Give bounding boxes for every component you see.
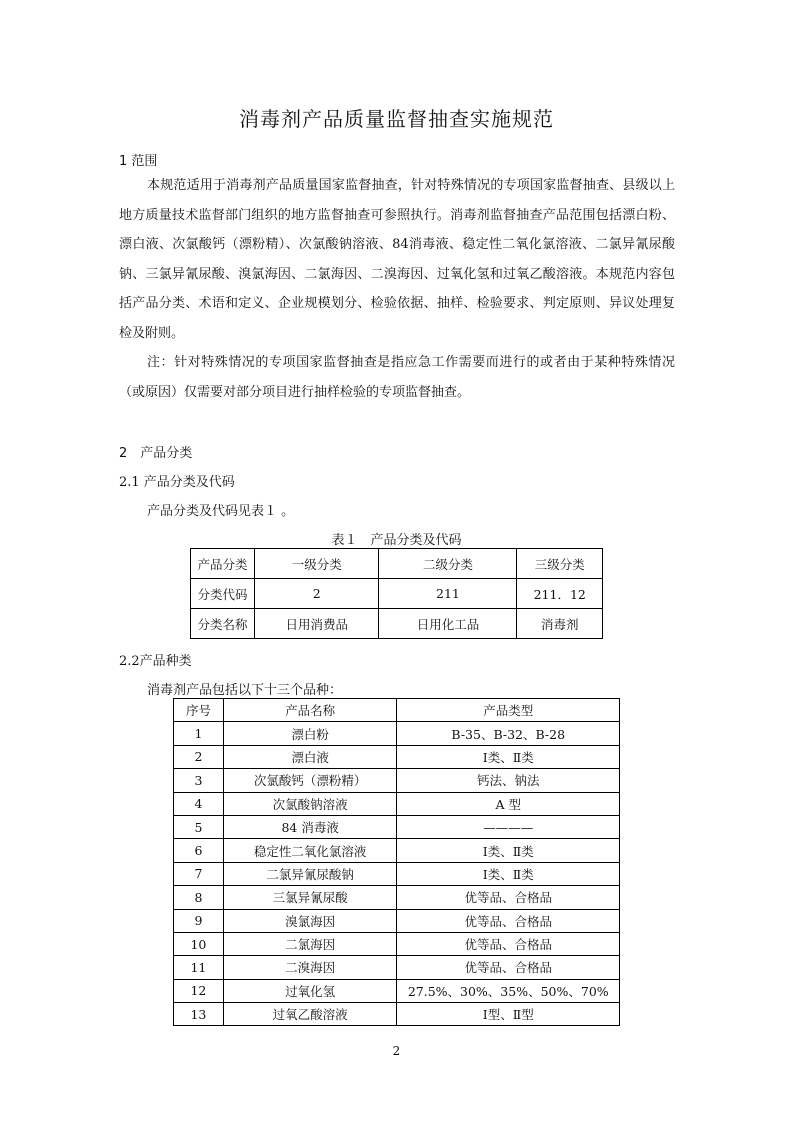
table-cell: 稳定性二氧化氯溶液	[223, 839, 397, 862]
table-cell: Ⅰ类、Ⅱ类	[397, 862, 620, 885]
table-cell: 次氯酸钠溶液	[223, 792, 397, 815]
table-cell: 84 消毒液	[223, 815, 397, 838]
table-cell: 优等品、合格品	[397, 932, 620, 955]
table-row	[174, 909, 620, 932]
classification-table	[190, 548, 603, 639]
table-cell: 一级分类	[254, 549, 379, 579]
table-cell: A 型	[397, 792, 620, 815]
table-cell: 211．12	[517, 579, 603, 609]
table-cell: 三级分类	[517, 549, 603, 579]
table-cell: 优等品、合格品	[397, 909, 620, 932]
table-cell: 漂白液	[223, 745, 397, 768]
table-row	[174, 932, 620, 955]
table-cell: 8	[174, 886, 224, 909]
table-cell: 优等品、合格品	[397, 886, 620, 909]
table-cell: 漂白粉	[223, 722, 397, 745]
table-cell: Ⅰ型、Ⅱ型	[397, 1003, 620, 1026]
table-row	[174, 886, 620, 909]
table-cell: 6	[174, 839, 224, 862]
table-cell: 溴氯海因	[223, 909, 397, 932]
table-cell: ————	[397, 815, 620, 838]
table-header-row	[174, 699, 620, 722]
table-cell: Ⅰ类、Ⅱ类	[397, 839, 620, 862]
table-cell: 二溴海因	[223, 956, 397, 979]
table-row	[174, 815, 620, 838]
table-cell: Ⅰ类、Ⅱ类	[397, 745, 620, 768]
table-row	[191, 609, 603, 639]
section-1-paragraph: 本规范适用于消毒剂产品质量国家监督抽查，针对特殊情况的专项国家监督抽查、县级以上地方质量技术监督部门组织的地方监督抽查可参照执行。消毒剂监督抽查产品范围包括漂白粉、漂白液、次氯酸钙（漂粉精）、次氯酸钠溶液、84消毒液、稳定性二氧化氯溶液、二氯异氰尿酸钠、三氯异氰尿酸、溴氯海因、二氯海因、二溴海因、过氧化氢和过氧乙酸溶液。本规范内容包括产品分类、术语和定义、企业规模划分、检验依据、抽样、检验要求、判定原则、异议处理复检及附则。	[119, 178, 675, 341]
document-title: 消毒剂产品质量监督抽查实施规范	[239, 107, 554, 131]
table-header-cell: 产品名称	[223, 699, 397, 722]
table-cell: 7	[174, 862, 224, 885]
table-cell: 日用化工品	[379, 609, 517, 639]
section-2-2-heading: 2.2产品种类	[119, 654, 192, 669]
page-number: 2	[392, 1044, 401, 1058]
table-cell: 三氯异氰尿酸	[223, 886, 397, 909]
table-row	[174, 792, 620, 815]
table-cell: 产品分类	[191, 549, 255, 579]
section-1-heading: 1 范围	[119, 154, 158, 169]
table-cell: 次氯酸钙（漂粉精）	[223, 769, 397, 792]
table-cell: 二氯海因	[223, 932, 397, 955]
product-varieties-table	[173, 698, 620, 1026]
table-cell: 12	[174, 979, 224, 1002]
table-cell: 钙法、钠法	[397, 769, 620, 792]
table-row	[174, 956, 620, 979]
table-row	[174, 769, 620, 792]
section-2-1-text: 产品分类及代码见表１ 。	[147, 504, 295, 519]
table-header-cell: 序号	[174, 699, 224, 722]
table-cell: 消毒剂	[517, 609, 603, 639]
table-cell: 二级分类	[379, 549, 517, 579]
table-cell: 日用消费品	[254, 609, 379, 639]
table-cell: 过氧化氢	[223, 979, 397, 1002]
table-cell: 1	[174, 722, 224, 745]
table-cell: 11	[174, 956, 224, 979]
table-cell: 二氯异氰尿酸钠	[223, 862, 397, 885]
table-cell: 9	[174, 909, 224, 932]
section-2-1-heading: 2.1 产品分类及代码	[119, 475, 235, 490]
section-1-note: 注：针对特殊情况的专项国家监督抽查是指应急工作需要而进行的或者由于某种特殊情况（或原因）仅需要对部分项目进行抽样检验的专项监督抽查。	[119, 355, 675, 400]
table-row	[174, 722, 620, 745]
table-cell: 优等品、合格品	[397, 956, 620, 979]
table-cell: 2	[254, 579, 379, 609]
table-cell: 10	[174, 932, 224, 955]
table-cell: 211	[379, 579, 517, 609]
table-cell: 分类名称	[191, 609, 255, 639]
table-cell: 分类代码	[191, 579, 255, 609]
table-row	[191, 549, 603, 579]
section-2-heading: 2 产品分类	[119, 446, 193, 461]
table-cell: B-35、B-32、B-28	[397, 722, 620, 745]
table-row	[174, 862, 620, 885]
table-row	[174, 745, 620, 768]
table-cell: 27.5%、30%、35%、50%、70%	[397, 979, 620, 1002]
table-row	[191, 579, 603, 609]
table-1-caption: 表１ 产品分类及代码	[331, 533, 462, 548]
table-cell: 2	[174, 745, 224, 768]
table-header-cell: 产品类型	[397, 699, 620, 722]
table-row	[174, 839, 620, 862]
table-row	[174, 979, 620, 1002]
table-cell: 过氧乙酸溶液	[223, 1003, 397, 1026]
table-cell: 5	[174, 815, 224, 838]
table-row	[174, 1003, 620, 1026]
table-cell: 4	[174, 792, 224, 815]
section-2-2-text: 消毒剂产品包括以下十三个品种：	[147, 683, 343, 698]
table-cell: 3	[174, 769, 224, 792]
table-cell: 13	[174, 1003, 224, 1026]
